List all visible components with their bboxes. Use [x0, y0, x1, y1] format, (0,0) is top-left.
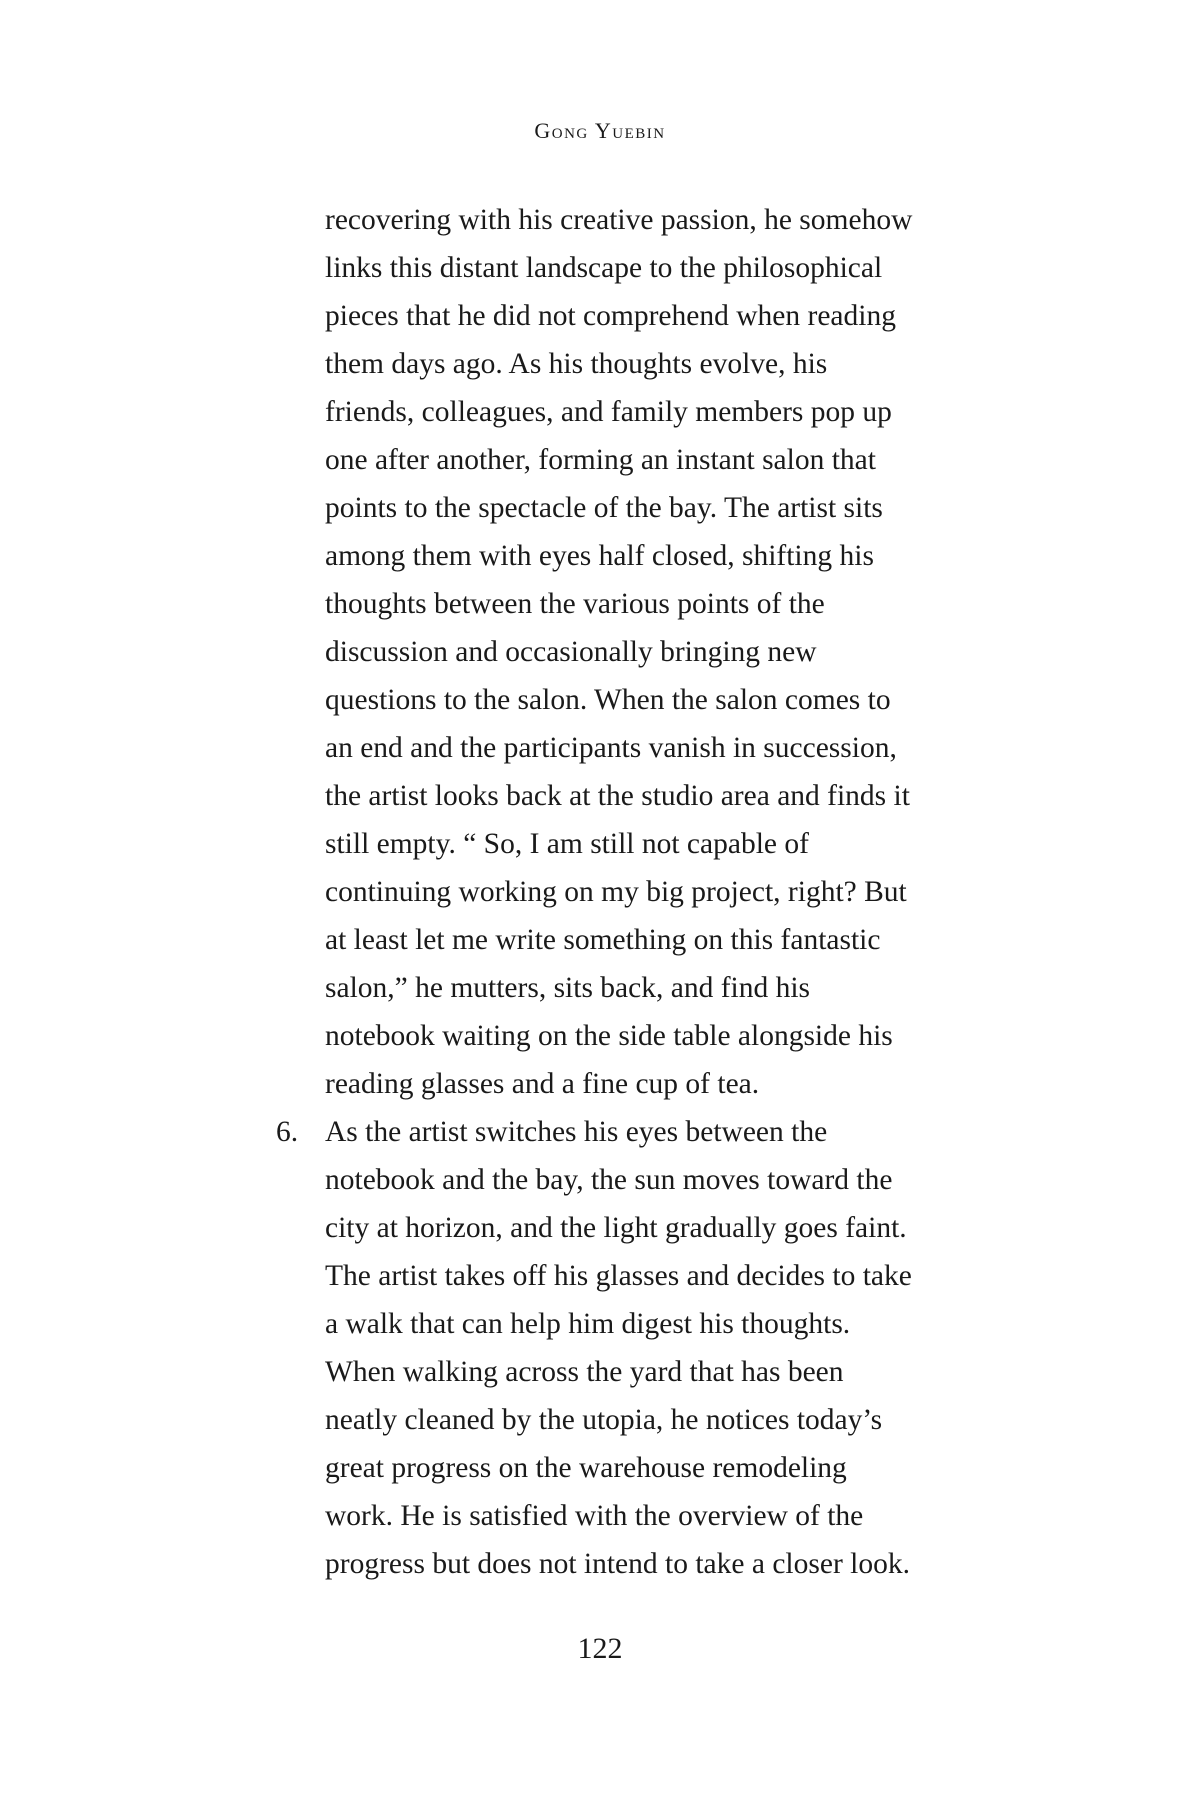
- text-line: questions to the salon. When the salon comes to: [325, 684, 891, 716]
- continued-paragraph: [325, 196, 1005, 1108]
- text-line: work. He is satisfied with the overview of the: [325, 1500, 864, 1532]
- text-line: city at horizon, and the light gradually goes faint.: [325, 1212, 907, 1244]
- running-header: Gong Yuebin: [534, 118, 666, 143]
- text-line: points to the spectacle of the bay. The artist sits: [325, 492, 883, 524]
- text-line: thoughts between the various points of the: [325, 588, 825, 620]
- text-line: one after another, forming an instant salon that: [325, 444, 876, 476]
- text-line: great progress on the warehouse remodeling: [325, 1452, 847, 1484]
- text-line: still empty. “ So, I am still not capable of: [325, 828, 809, 860]
- text-line: neatly cleaned by the utopia, he notices today’s: [325, 1404, 883, 1436]
- text-line: salon,” he mutters, sits back, and find his: [325, 972, 811, 1004]
- text-line: The artist takes off his glasses and decides to take: [325, 1260, 912, 1292]
- text-line: notebook waiting on the side table alongside his: [325, 1020, 893, 1052]
- text-line: notebook and the bay, the sun moves toward the: [325, 1164, 893, 1196]
- text-line: discussion and occasionally bringing new: [325, 636, 817, 668]
- text-line: continuing working on my big project, right? But: [325, 876, 907, 908]
- text-line: progress but does not intend to take a closer look.: [325, 1548, 910, 1580]
- text-line: them days ago. As his thoughts evolve, his: [325, 348, 828, 380]
- text-line: links this distant landscape to the philosophical: [325, 252, 883, 284]
- text-line: pieces that he did not comprehend when reading: [325, 300, 896, 332]
- text-line: a walk that can help him digest his thoughts.: [325, 1308, 851, 1340]
- text-line: an end and the participants vanish in succession,: [325, 732, 897, 764]
- text-line: at least let me write something on this fantastic: [325, 924, 881, 956]
- text-line: among them with eyes half closed, shifting his: [325, 540, 874, 572]
- text-line: the artist looks back at the studio area and finds it: [325, 780, 910, 812]
- list-item-6: [276, 1108, 1005, 1588]
- page-number: 122: [577, 1632, 623, 1665]
- text-line: recovering with his creative passion, he somehow: [325, 204, 913, 236]
- body-text: [276, 196, 1005, 1588]
- text-line: friends, colleagues, and family members pop up: [325, 396, 892, 428]
- text-line: As the artist switches his eyes between the: [325, 1116, 828, 1148]
- text-line: When walking across the yard that has been: [325, 1356, 844, 1388]
- text-line: reading glasses and a fine cup of tea.: [325, 1068, 760, 1100]
- list-item-number: 6.: [276, 1116, 299, 1148]
